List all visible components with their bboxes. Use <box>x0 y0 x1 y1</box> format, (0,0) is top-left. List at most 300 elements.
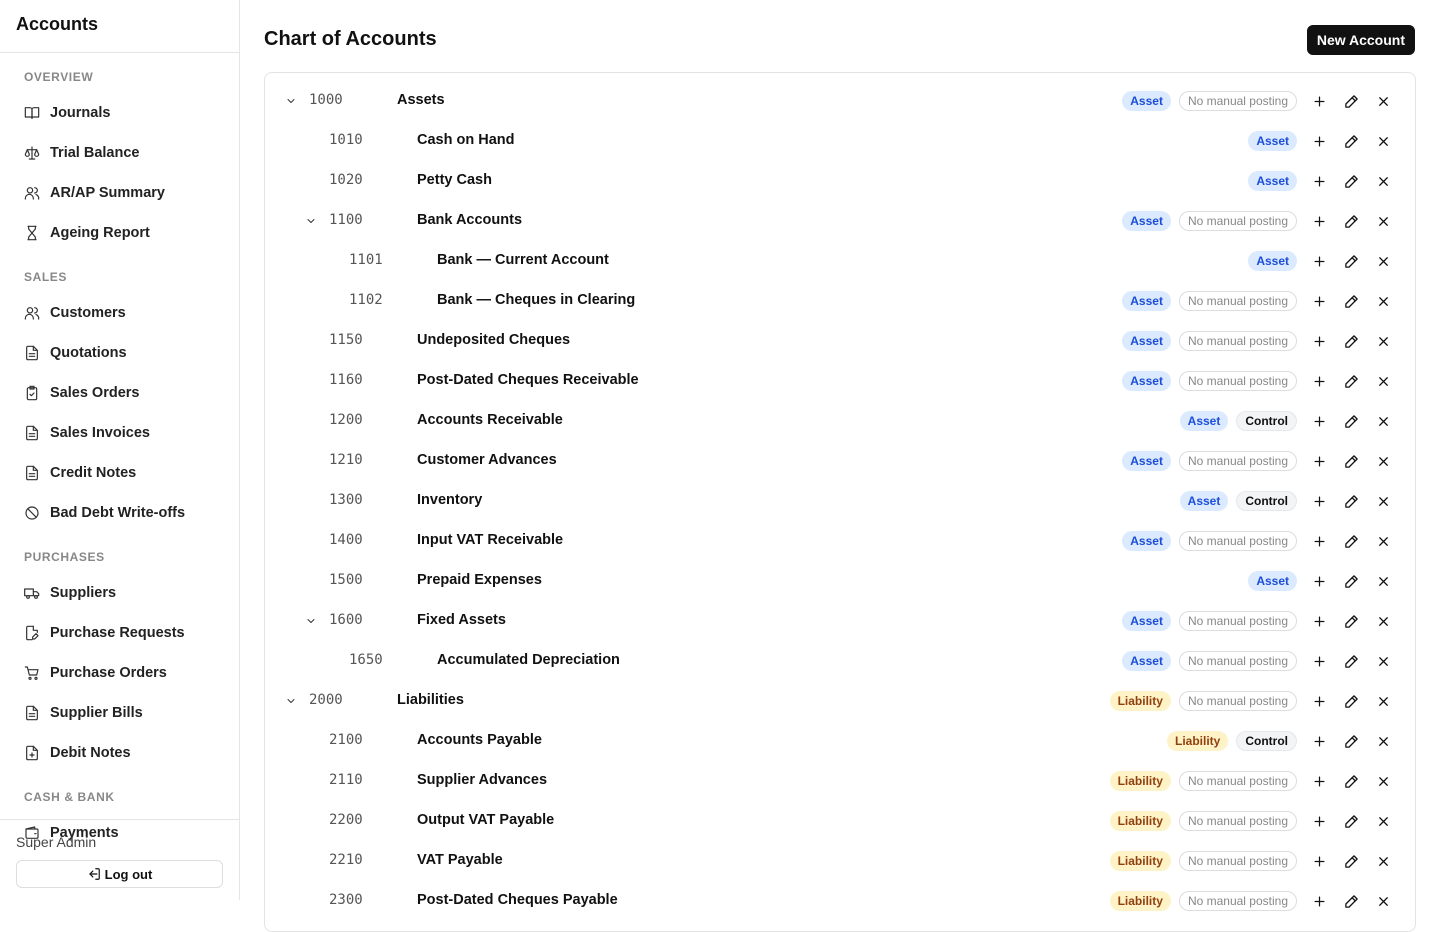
chevron-down-icon[interactable] <box>284 94 298 108</box>
account-row[interactable] <box>265 801 1415 841</box>
logout-label: Log out <box>104 866 153 882</box>
row-actions <box>1303 845 1399 877</box>
delete-button[interactable] <box>1367 885 1399 917</box>
delete-button[interactable] <box>1367 685 1399 717</box>
edit-button[interactable] <box>1335 565 1367 597</box>
edit-button[interactable] <box>1335 845 1367 877</box>
plus-icon <box>1312 574 1327 589</box>
sidebar-item-purchase-requests[interactable] <box>0 613 239 653</box>
row-actions <box>1303 245 1399 277</box>
account-name: Liabilities <box>397 692 464 708</box>
sidebar-item-sales-invoices[interactable] <box>0 413 239 453</box>
edit-button[interactable] <box>1335 525 1367 557</box>
account-name: Accounts Receivable <box>417 412 563 428</box>
account-row[interactable] <box>265 521 1415 561</box>
sidebar-item-trial-balance[interactable] <box>0 133 239 173</box>
account-code: 1010 <box>329 132 363 148</box>
pencil-icon <box>1344 374 1359 389</box>
account-row[interactable] <box>265 761 1415 801</box>
edit-button[interactable] <box>1335 765 1367 797</box>
account-name: Bank — Current Account <box>437 252 609 268</box>
delete-button[interactable] <box>1367 725 1399 757</box>
sidebar-item-bad-debt-write-offs[interactable] <box>0 493 239 533</box>
account-name: Cash on Hand <box>417 132 515 148</box>
clipboard-check-icon <box>24 385 40 401</box>
scale-icon <box>24 145 40 161</box>
pencil-icon <box>1344 894 1359 909</box>
account-code: 1400 <box>329 532 363 548</box>
sidebar-item-supplier-bills[interactable] <box>0 693 239 733</box>
pencil-icon <box>1344 94 1359 109</box>
account-name: Post-Dated Cheques Payable <box>417 892 618 908</box>
account-row-meta <box>1172 481 1399 521</box>
sidebar-item-ageing-report[interactable] <box>0 213 239 253</box>
no-manual-posting-badge: No manual posting <box>1179 371 1297 391</box>
account-row[interactable] <box>265 881 1415 921</box>
row-actions <box>1303 125 1399 157</box>
account-code: 1200 <box>329 412 363 428</box>
account-type-badge: Asset <box>1122 91 1171 111</box>
close-icon <box>1376 414 1391 429</box>
account-code: 1101 <box>349 252 383 268</box>
sidebar-item-label: Customers <box>50 305 126 321</box>
sidebar-item-credit-notes[interactable] <box>0 453 239 493</box>
row-actions <box>1303 605 1399 637</box>
account-name: Input VAT Receivable <box>417 532 564 548</box>
account-code: 2200 <box>329 812 363 828</box>
logout-button[interactable] <box>16 860 223 888</box>
account-row-meta <box>1102 881 1399 921</box>
plus-icon <box>1312 374 1327 389</box>
edit-button[interactable] <box>1335 685 1367 717</box>
no-manual-posting-badge: No manual posting <box>1179 291 1297 311</box>
account-name: Supplier Advances <box>417 772 548 788</box>
add-child-button[interactable] <box>1303 285 1335 317</box>
account-row[interactable] <box>265 81 1415 121</box>
no-manual-posting-badge: No manual posting <box>1179 771 1297 791</box>
edit-button[interactable] <box>1335 365 1367 397</box>
sidebar-item-debit-notes[interactable] <box>0 733 239 773</box>
pencil-icon <box>1344 854 1359 869</box>
pencil-icon <box>1344 814 1359 829</box>
plus-icon <box>1312 334 1327 349</box>
new-account-button[interactable]: New Account <box>1307 25 1415 55</box>
account-name: Output VAT Payable <box>417 812 555 828</box>
close-icon <box>1376 534 1391 549</box>
sidebar-item-quotations[interactable] <box>0 333 239 373</box>
sidebar-item-label: AR/AP Summary <box>50 185 165 201</box>
account-row-meta <box>1159 721 1399 761</box>
file-text-icon <box>24 345 40 361</box>
account-row-meta <box>1114 321 1399 361</box>
add-child-button[interactable] <box>1303 125 1335 157</box>
account-code: 1160 <box>329 372 363 388</box>
account-type-badge: Asset <box>1122 331 1171 351</box>
sidebar-item-customers[interactable] <box>0 293 239 333</box>
edit-button[interactable] <box>1335 285 1367 317</box>
control-badge: Control <box>1236 731 1297 751</box>
close-icon <box>1376 334 1391 349</box>
pencil-icon <box>1344 414 1359 429</box>
account-type-badge: Asset <box>1122 651 1171 671</box>
edit-button[interactable] <box>1335 885 1367 917</box>
delete-button[interactable] <box>1367 485 1399 517</box>
sidebar-item-suppliers[interactable] <box>0 573 239 613</box>
pencil-icon <box>1344 454 1359 469</box>
file-edit-icon <box>24 625 40 641</box>
account-type-badge: Liability <box>1167 731 1228 751</box>
account-name: Accumulated Depreciation <box>437 652 620 668</box>
close-icon <box>1376 814 1391 829</box>
delete-button[interactable] <box>1367 285 1399 317</box>
row-actions <box>1303 805 1399 837</box>
pencil-icon <box>1344 134 1359 149</box>
edit-button[interactable] <box>1335 405 1367 437</box>
delete-button[interactable] <box>1367 565 1399 597</box>
edit-button[interactable] <box>1335 85 1367 117</box>
account-row[interactable] <box>265 641 1415 681</box>
sidebar-section-heading: SALES <box>24 270 68 284</box>
add-child-button[interactable] <box>1303 525 1335 557</box>
account-code: 2300 <box>329 892 363 908</box>
row-actions <box>1303 85 1399 117</box>
sidebar-item-label: Ageing Report <box>50 225 150 241</box>
pencil-icon <box>1344 654 1359 669</box>
control-badge: Control <box>1236 411 1297 431</box>
control-badge: Control <box>1236 491 1297 511</box>
account-row[interactable] <box>265 441 1415 481</box>
account-row[interactable] <box>265 201 1415 241</box>
sidebar-item-journals[interactable] <box>0 93 239 133</box>
plus-icon <box>1312 494 1327 509</box>
sidebar-item-label: Trial Balance <box>50 145 140 161</box>
account-type-badge: Liability <box>1110 811 1171 831</box>
account-row-meta <box>1102 761 1399 801</box>
pencil-icon <box>1344 214 1359 229</box>
pencil-icon <box>1344 334 1359 349</box>
add-child-button[interactable] <box>1303 565 1335 597</box>
row-actions <box>1303 525 1399 557</box>
close-icon <box>1376 174 1391 189</box>
account-row[interactable] <box>265 601 1415 641</box>
chevron-down-icon[interactable] <box>304 614 318 628</box>
account-code: 1100 <box>329 212 363 228</box>
account-type-badge: Asset <box>1122 451 1171 471</box>
app-title: Accounts <box>16 14 99 34</box>
account-code: 1020 <box>329 172 363 188</box>
add-child-button[interactable] <box>1303 885 1335 917</box>
account-row-meta <box>1102 801 1399 841</box>
add-child-button[interactable] <box>1303 605 1335 637</box>
main-content <box>240 0 1440 908</box>
account-row-meta <box>1114 281 1399 321</box>
account-code: 1150 <box>329 332 363 348</box>
delete-button[interactable] <box>1367 805 1399 837</box>
sidebar-section-heading: CASH & BANK <box>24 790 115 804</box>
row-actions <box>1303 285 1399 317</box>
account-row[interactable] <box>265 321 1415 361</box>
delete-button[interactable] <box>1367 125 1399 157</box>
delete-button[interactable] <box>1367 205 1399 237</box>
row-actions <box>1303 405 1399 437</box>
close-icon <box>1376 654 1391 669</box>
account-row-meta <box>1102 841 1399 881</box>
delete-button[interactable] <box>1367 605 1399 637</box>
account-type-badge: Liability <box>1110 891 1171 911</box>
delete-button[interactable] <box>1367 325 1399 357</box>
row-actions <box>1303 325 1399 357</box>
account-type-badge: Asset <box>1248 171 1297 191</box>
account-code: 2100 <box>329 732 363 748</box>
edit-button[interactable] <box>1335 725 1367 757</box>
chevron-down-icon[interactable] <box>304 214 318 228</box>
account-type-badge: Liability <box>1110 691 1171 711</box>
account-code: 2110 <box>329 772 363 788</box>
close-icon <box>1376 614 1391 629</box>
plus-icon <box>1312 814 1327 829</box>
account-row-meta <box>1114 601 1399 641</box>
add-child-button[interactable] <box>1303 685 1335 717</box>
account-row-meta <box>1240 561 1399 601</box>
account-row-meta <box>1114 361 1399 401</box>
account-code: 1300 <box>329 492 363 508</box>
account-name: Accounts Payable <box>417 732 542 748</box>
sidebar-item-label: Journals <box>50 105 111 121</box>
close-icon <box>1376 894 1391 909</box>
add-child-button[interactable] <box>1303 405 1335 437</box>
close-icon <box>1376 454 1391 469</box>
row-actions <box>1303 445 1399 477</box>
sidebar-item-label: Suppliers <box>50 585 117 601</box>
account-type-badge: Asset <box>1180 411 1229 431</box>
users-icon <box>24 185 40 201</box>
pencil-icon <box>1344 734 1359 749</box>
hourglass-icon <box>24 225 40 241</box>
delete-button[interactable] <box>1367 445 1399 477</box>
account-code: 1102 <box>349 292 383 308</box>
sidebar-section-heading: PURCHASES <box>24 550 105 564</box>
row-actions <box>1303 485 1399 517</box>
pencil-icon <box>1344 494 1359 509</box>
no-manual-posting-badge: No manual posting <box>1179 451 1297 471</box>
account-row-meta <box>1240 121 1399 161</box>
edit-button[interactable] <box>1335 125 1367 157</box>
plus-icon <box>1312 774 1327 789</box>
delete-button[interactable] <box>1367 845 1399 877</box>
sidebar-item-label: Payments <box>50 825 119 841</box>
accounts-tree <box>264 72 1416 932</box>
no-manual-posting-badge: No manual posting <box>1179 651 1297 671</box>
sidebar-section-heading: OVERVIEW <box>24 70 94 84</box>
delete-button[interactable] <box>1367 645 1399 677</box>
close-icon <box>1376 574 1391 589</box>
close-icon <box>1376 774 1391 789</box>
close-icon <box>1376 374 1391 389</box>
sidebar-footer <box>0 819 239 900</box>
pencil-icon <box>1344 614 1359 629</box>
add-child-button[interactable] <box>1303 365 1335 397</box>
pencil-icon <box>1344 254 1359 269</box>
account-type-badge: Liability <box>1110 851 1171 871</box>
edit-button[interactable] <box>1335 485 1367 517</box>
edit-button[interactable] <box>1335 645 1367 677</box>
sidebar-item-label: Credit Notes <box>50 465 137 481</box>
sidebar-nav[interactable] <box>0 53 239 841</box>
page-title: Chart of Accounts <box>264 28 437 50</box>
account-name: Assets <box>397 92 445 108</box>
add-child-button[interactable] <box>1303 725 1335 757</box>
account-row[interactable] <box>265 721 1415 761</box>
cart-icon <box>24 665 40 681</box>
account-row[interactable] <box>265 121 1415 161</box>
account-type-badge: Asset <box>1122 531 1171 551</box>
sidebar-item-label: Debit Notes <box>50 745 131 761</box>
delete-button[interactable] <box>1367 765 1399 797</box>
delete-button[interactable] <box>1367 165 1399 197</box>
account-type-badge: Asset <box>1248 571 1297 591</box>
account-type-badge: Asset <box>1122 211 1171 231</box>
plus-icon <box>1312 534 1327 549</box>
delete-button[interactable] <box>1367 245 1399 277</box>
account-row-meta <box>1240 161 1399 201</box>
account-type-badge: Asset <box>1248 131 1297 151</box>
account-type-badge: Liability <box>1110 771 1171 791</box>
edit-button[interactable] <box>1335 205 1367 237</box>
add-child-button[interactable] <box>1303 85 1335 117</box>
row-actions <box>1303 885 1399 917</box>
pencil-icon <box>1344 534 1359 549</box>
row-actions <box>1303 645 1399 677</box>
edit-button[interactable] <box>1335 325 1367 357</box>
pencil-icon <box>1344 574 1359 589</box>
plus-icon <box>1312 654 1327 669</box>
account-row[interactable] <box>265 401 1415 441</box>
edit-button[interactable] <box>1335 805 1367 837</box>
pencil-icon <box>1344 694 1359 709</box>
account-row[interactable] <box>265 241 1415 281</box>
account-name: Inventory <box>417 492 483 508</box>
account-code: 2210 <box>329 852 363 868</box>
row-actions <box>1303 205 1399 237</box>
account-code: 1650 <box>349 652 383 668</box>
sidebar-item-sales-orders[interactable] <box>0 373 239 413</box>
add-child-button[interactable] <box>1303 765 1335 797</box>
no-manual-posting-badge: No manual posting <box>1179 611 1297 631</box>
account-name: Petty Cash <box>417 172 492 188</box>
close-icon <box>1376 294 1391 309</box>
pencil-icon <box>1344 174 1359 189</box>
add-child-button[interactable] <box>1303 245 1335 277</box>
account-row[interactable] <box>265 161 1415 201</box>
account-row-meta <box>1114 201 1399 241</box>
add-child-button[interactable] <box>1303 445 1335 477</box>
delete-button[interactable] <box>1367 525 1399 557</box>
delete-button[interactable] <box>1367 405 1399 437</box>
truck-icon <box>24 585 40 601</box>
close-icon <box>1376 94 1391 109</box>
row-actions <box>1303 685 1399 717</box>
row-actions <box>1303 565 1399 597</box>
account-row-meta <box>1240 241 1399 281</box>
file-text-icon <box>24 705 40 721</box>
close-icon <box>1376 854 1391 869</box>
account-code: 2000 <box>309 692 343 708</box>
sidebar-item-ar-ap-summary[interactable] <box>0 173 239 213</box>
account-code: 1000 <box>309 92 343 108</box>
account-code: 1500 <box>329 572 363 588</box>
add-child-button[interactable] <box>1303 645 1335 677</box>
add-child-button[interactable] <box>1303 165 1335 197</box>
account-name: Fixed Assets <box>417 612 506 628</box>
add-child-button[interactable] <box>1303 845 1335 877</box>
account-type-badge: Asset <box>1122 611 1171 631</box>
sidebar-item-label: Quotations <box>50 345 127 361</box>
edit-button[interactable] <box>1335 165 1367 197</box>
chevron-down-icon[interactable] <box>284 694 298 708</box>
account-row[interactable] <box>265 561 1415 601</box>
add-child-button[interactable] <box>1303 485 1335 517</box>
account-row-meta <box>1172 401 1399 441</box>
accounts-rows <box>265 73 1415 921</box>
edit-button[interactable] <box>1335 245 1367 277</box>
close-icon <box>1376 694 1391 709</box>
plus-icon <box>1312 254 1327 269</box>
add-child-button[interactable] <box>1303 805 1335 837</box>
add-child-button[interactable] <box>1303 205 1335 237</box>
sidebar-item-label: Purchase Orders <box>50 665 167 681</box>
plus-icon <box>1312 134 1327 149</box>
no-manual-posting-badge: No manual posting <box>1179 811 1297 831</box>
add-child-button[interactable] <box>1303 325 1335 357</box>
account-row[interactable] <box>265 361 1415 401</box>
no-manual-posting-badge: No manual posting <box>1179 331 1297 351</box>
edit-button[interactable] <box>1335 445 1367 477</box>
book-icon <box>24 105 40 121</box>
close-icon <box>1376 494 1391 509</box>
plus-icon <box>1312 894 1327 909</box>
plus-icon <box>1312 174 1327 189</box>
account-row-meta <box>1114 521 1399 561</box>
close-icon <box>1376 254 1391 269</box>
delete-button[interactable] <box>1367 85 1399 117</box>
account-row-meta <box>1114 81 1399 121</box>
account-name: Bank — Cheques in Clearing <box>437 292 636 308</box>
account-name: Post-Dated Cheques Receivable <box>417 372 639 388</box>
sidebar-item-label: Purchase Requests <box>50 625 185 641</box>
plus-icon <box>1312 94 1327 109</box>
plus-icon <box>1312 414 1327 429</box>
account-name: Prepaid Expenses <box>417 572 542 588</box>
delete-button[interactable] <box>1367 365 1399 397</box>
row-actions <box>1303 365 1399 397</box>
account-row[interactable] <box>265 481 1415 521</box>
plus-icon <box>1312 614 1327 629</box>
row-actions <box>1303 165 1399 197</box>
plus-icon <box>1312 454 1327 469</box>
account-code: 1600 <box>329 612 363 628</box>
account-row[interactable] <box>265 841 1415 881</box>
edit-button[interactable] <box>1335 605 1367 637</box>
no-manual-posting-badge: No manual posting <box>1179 851 1297 871</box>
no-manual-posting-badge: No manual posting <box>1179 691 1297 711</box>
sidebar-item-purchase-orders[interactable] <box>0 653 239 693</box>
account-row[interactable] <box>265 281 1415 321</box>
account-row[interactable] <box>265 681 1415 721</box>
log-out-icon <box>87 867 101 881</box>
ban-icon <box>24 505 40 521</box>
sidebar-header <box>0 0 239 53</box>
account-type-badge: Asset <box>1122 291 1171 311</box>
